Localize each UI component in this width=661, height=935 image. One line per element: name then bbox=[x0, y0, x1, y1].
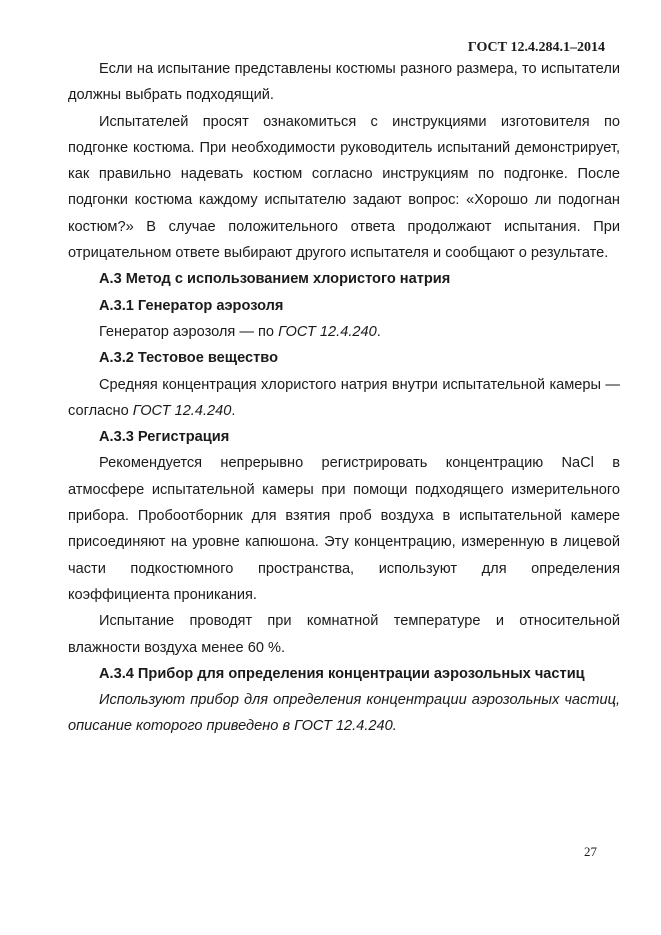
standard-reference: ГОСТ 12.4.240 bbox=[278, 323, 377, 340]
standard-reference: ГОСТ 12.4.240 bbox=[132, 402, 232, 419]
paragraph-test-substance bbox=[68, 372, 620, 425]
page-number: 27 bbox=[584, 844, 597, 859]
section-heading-a3: А.3 Метод с использованием хлористого натрия bbox=[99, 271, 451, 288]
standard-designation: ГОСТ 12.4.284.1–2014 bbox=[467, 40, 605, 55]
sentence-end: . bbox=[376, 323, 381, 340]
aerosol-generator-text: Генератор аэрозоля — по bbox=[99, 323, 279, 340]
sentence-end: . bbox=[231, 402, 236, 419]
test-substance-text: Средняя концентрация хлористого натрия внутри испытательной камеры — согласно bbox=[68, 376, 620, 419]
paragraph-registration: Рекомендуется непрерывно регистрировать концентрацию NaCl в атмосфере испытательной камеры при помощи подходящего измерительного прибора. Пробоотборник для взятия проб воздуха в испытательной камере присоединяют на уровне капюшона. Эту концентрацию, измеренную в лицевой части подкостюмного пространства, используют для определения коэффициента проникания. bbox=[68, 455, 620, 603]
subsection-heading-a31: А.3.1 Генератор аэрозоля bbox=[99, 297, 284, 314]
subsection-heading-a33: А.3.3 Регистрация bbox=[99, 429, 230, 446]
subsection-heading-a34: А.3.4 Прибор для определения концентрации аэрозольных частиц bbox=[99, 665, 585, 682]
paragraph-measuring-instrument: Используют прибор для определения концентрации аэрозольных частиц, описание которого приведено в ГОСТ 12.4.240. bbox=[68, 692, 620, 735]
paragraph-fitting-instructions: Испытателей просят ознакомиться с инструкциями изготовителя по подгонке костюма. При необходимости руководитель испытаний демонстрирует, как правильно надевать костюм согласно инструкциям по подгонке. После подгонки костюма каждому испытателю задают вопрос: «Хорошо ли подогнан костюм?» В случае положительного ответа продолжают испытания. При отрицательном ответе выбирают другого испытателя и сообщают о результате. bbox=[68, 113, 620, 262]
subsection-heading-a32: А.3.2 Тестовое вещество bbox=[99, 350, 278, 367]
paragraph-test-conditions: Испытание проводят при комнатной температуре и относительной влажности воздуха менее 60 %. bbox=[68, 613, 620, 656]
document-body bbox=[68, 56, 620, 740]
paragraph-aerosol-generator bbox=[68, 319, 620, 345]
paragraph-size-selection: Если на испытание представлены костюмы разного размера, то испытатели должны выбрать подходящий. bbox=[68, 61, 620, 104]
